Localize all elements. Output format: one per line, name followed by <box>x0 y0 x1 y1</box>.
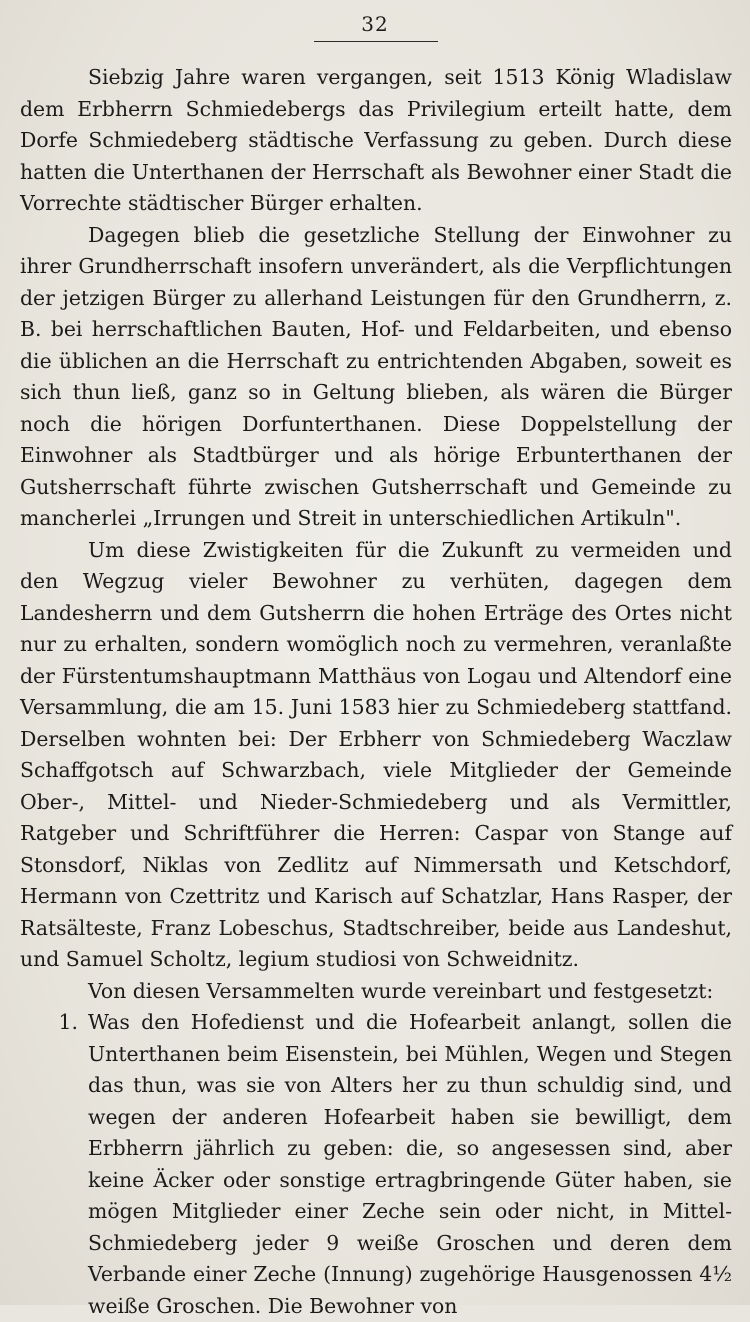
list-item-number: 1. <box>58 1010 78 1034</box>
list-item <box>20 1007 732 1322</box>
page-number: 32 <box>361 12 389 36</box>
header-rule <box>314 41 438 42</box>
list-item-text: Was den Hofedienst und die Hofearbeit anlangt, sollen die Unterthanen beim Eisenstein, bei Mühlen, Wegen und Stegen das thun, was sie von Alters her zu thun schuldig sind, und wegen der anderen Hofearbeit haben sie bewilligt, dem Erbherrn jährlich zu geben: die, so angesessen sind, aber keine Äcker oder sonstige ertragbringende Güter haben, sie mögen Mitglieder einer Zeche sein oder nicht, in Mittel-Schmiedeberg jeder 9 weiße Groschen und deren dem Verbande einer Zeche (Innung) zugehörige Hausgenossen 4½ weiße Groschen. Die Bewohner von <box>88 1010 732 1318</box>
paragraph: Siebzig Jahre waren vergangen, seit 1513 König Wladislaw dem Erbherrn Schmiedebergs das Privilegium erteilt hatte, dem Dorfe Schmiedeberg städtische Verfassung zu geben. Durch diese hatten die Unterthanen der Herrschaft als Bewohner einer Stadt die Vorrechte städtischer Bürger erhalten. <box>20 65 732 215</box>
paragraph: Von diesen Versammelten wurde vereinbart und festgesetzt: <box>88 978 714 1003</box>
paragraph: Um diese Zwistigkeiten für die Zukunft zu vermeiden und den Wegzug vieler Bewohner zu verhüten, dagegen dem Landesherrn und dem Gutsherrn die hohen Erträge des Ortes nicht nur zu erhalten, sondern womöglich noch zu vermehren, veranlaßte der Fürstentumshauptmann Matthäus von Logau und Altendorf eine Versammlung, die am 15. Juni 1583 hier zu Schmiedeberg stattfand. Derselben wohnten bei: Der Erbherr von Schmiedeberg Waczlaw Schaffgotsch auf Schwarzbach, viele Mitglieder der Gemeinde Ober-, Mittel- und Nieder-Schmiedeberg und als Vermittler, Ratgeber und Schriftführer die Herren: Caspar von Stange auf Stonsdorf, Niklas von Zedlitz auf Nimmersath und Ketschdorf, Hermann von Czettritz und Karisch auf Schatzlar, Hans Rasper, der Ratsälteste, Franz Lobeschus, Stadtschreiber, beide aus Landeshut, und Samuel Scholtz, legium studiosi von Schweidnitz. <box>20 537 732 971</box>
paragraph: Dagegen blieb die gesetzliche Stellung der Einwohner zu ihrer Grundherrschaft insofern unverändert, als die Verpflichtungen der jetzigen Bürger zu allerhand Leistungen für den Grundherrn, z. B. bei herrschaftlichen Bauten, Hof- und Feldarbeiten, und ebenso die üblichen an die Herrschaft zu entrichtenden Abgaben, soweit es sich thun ließ, ganz so in Geltung blieben, als wären die Bürger noch die hörigen Dorfunterthanen. Diese Doppelstellung der Einwohner als Stadtbürger und als hörige Erbunterthanen der Gutsherrschaft führte zwischen Gutsherrschaft und Gemeinde zu mancherlei „Irrungen und Streit in unterschiedlichen Artikuln". <box>20 222 732 530</box>
numbered-list <box>20 1007 732 1322</box>
body-text <box>20 62 732 1322</box>
